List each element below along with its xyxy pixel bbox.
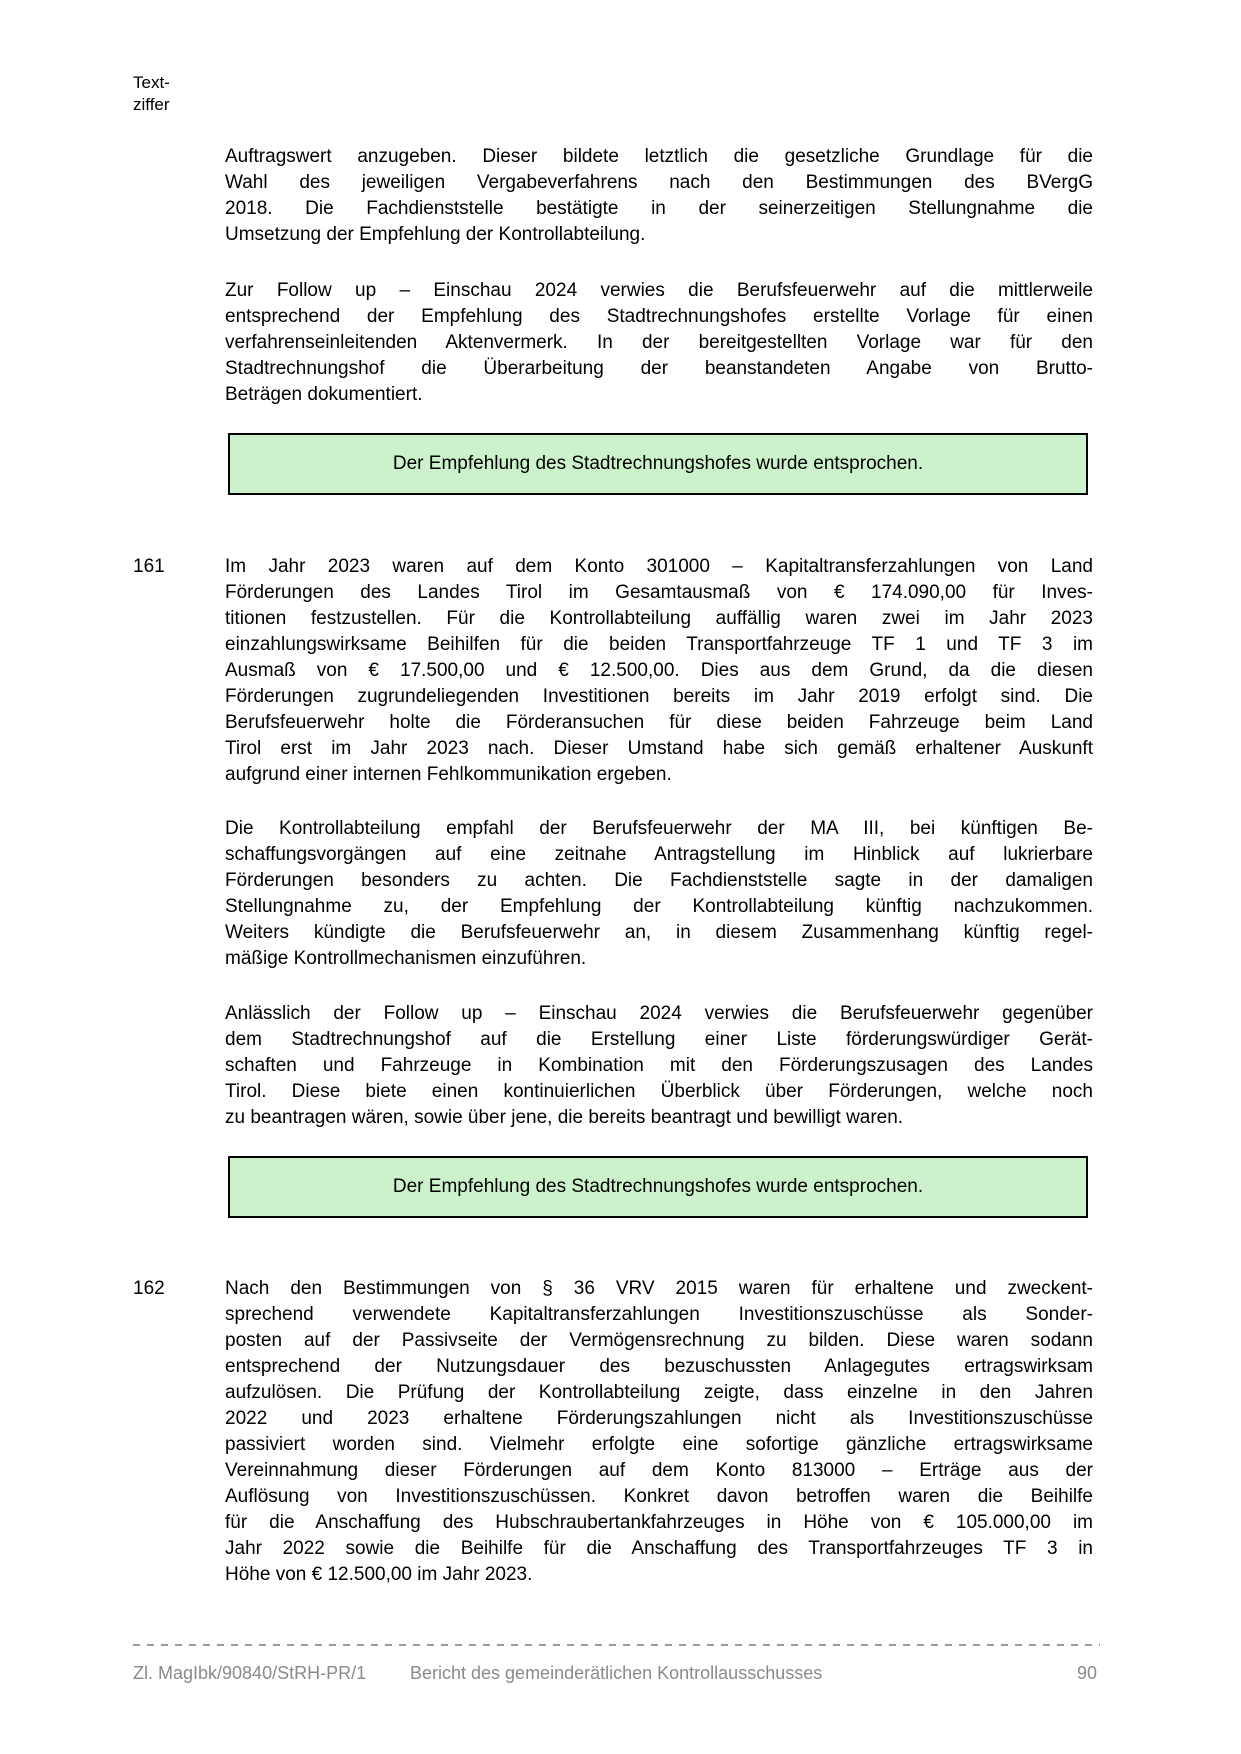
recommendation-box-1 — [228, 433, 1088, 495]
page-footer — [133, 1661, 1097, 1685]
recommendation-box-1-text: Der Empfehlung des Stadtrechnungshofes wurde entsprochen. — [392, 453, 924, 474]
paragraph-tz161-empfehlung: Die Kontrollabteilung empfahl der Berufsfeuerwehr der MA III, bei künftigen Be- schaffungsvorgängen auf eine zeitnahe Antragstellung im Hinblick auf lukrierbare Förderungen besonders zu achten. Die Fachdienststelle sagte in der damaligen Stellungnahme zu, der Empfehlung der Kontrollabteilung künftig nachzukommen. Weiters kündigte die Berufsfeuerwehr an, in diesem Zusammenhang künftig regel- mäßige Kontrollmechanismen einzuführen. — [225, 818, 1093, 969]
footer-reference-number: Zl. MagIbk/90840/StRH-PR/1 — [133, 1663, 367, 1683]
margin-column-header — [133, 72, 170, 116]
paragraph-follow-up-vorlage: Zur Follow up – Einschau 2024 verwies die Berufsfeuerwehr auf die mittlerweile entsprechend der Empfehlung des Stadtrechnungshofes erstellte Vorlage für einen verfahrenseinleitenden Aktenvermerk. In der bereitgestellten Vorlage war für den Stadtrechnungshof die Überarbeitung der beanstandeten Angabe von Brutto- Beträgen dokumentiert. — [225, 280, 1093, 405]
paragraph-tz161-follow-up: Anlässlich der Follow up – Einschau 2024 verwies die Berufsfeuerwehr gegenüber dem Stadtrechnungshof auf die Erstellung einer Liste förderungswürdiger Gerät- schaften und Fahrzeuge in Kombination mit den Förderungszusagen des Landes Tirol. Diese biete einen kontinuierlichen Überblick über Förderungen, welche noch zu beantragen wären, sowie über jene, die bereits beantragt und bewilligt waren. — [225, 1003, 1093, 1128]
paragraph-contract-value: Auftragswert anzugeben. Dieser bildete letztlich die gesetzliche Grundlage für die Wahl des jeweiligen Vergabeverfahrens nach den Bestimmungen des BVergG 2018. Die Fachdienststelle bestätigte in der seinerzeitigen Stellungnahme die Umsetzung der Empfehlung der Kontrollabteilung. — [225, 146, 1093, 245]
paragraph-tz162: Nach den Bestimmungen von § 36 VRV 2015 waren für erhaltene und zweckent- sprechend verwendete Kapitaltransferzahlungen Investitionszuschüsse als Sonder- posten auf der Passivseite der Vermögensrechnung zu bilden. Diese waren sodann entsprechend der Nutzungsdauer des bezuschussten Anlagegutes ertragswirksam aufzulösen. Die Prüfung der Kontrollabteilung zeigte, dass einzelne in den Jahren 2022 und 2023 erhaltene Förderungszahlungen nicht als Investitionszuschüsse passiviert worden sind. Vielmehr erfolgte eine sofortige gänzliche ertragswirksame Vereinnahmung dieser Förderungen auf dem Konto 813000 – Erträge aus der Auflösung von Investitionszuschüssen. Konkret davon betroffen waren die Beihilfe für die Anschaffung des Hubschraubertankfahrzeuges in Höhe von € 105.000,00 im Jahr 2022 sowie die Beihilfe für die Anschaffung des Transportfahrzeuges TF 3 in Höhe von € 12.500,00 im Jahr 2023. — [225, 1278, 1093, 1585]
textziffer-marker-162: 162 — [133, 1278, 165, 1299]
margin-column-header-line2: ziffer — [133, 95, 170, 114]
recommendation-box-2-text: Der Empfehlung des Stadtrechnungshofes wurde entsprochen. — [392, 1176, 924, 1197]
footer-report-title: Bericht des gemeinderätlichen Kontrollausschusses — [410, 1663, 823, 1683]
footer-page-number: 90 — [1076, 1663, 1097, 1683]
footer-divider — [133, 1644, 1100, 1646]
textziffer-marker-161: 161 — [133, 556, 165, 577]
margin-column-header-line1: Text- — [133, 73, 170, 92]
recommendation-box-2 — [228, 1156, 1088, 1218]
paragraph-tz161: Im Jahr 2023 waren auf dem Konto 301000 – Kapitaltransferzahlungen von Land Förderungen des Landes Tirol im Gesamtausmaß von € 174.090,00 für Inves- titionen festzustellen. Für die Kontrollabteilung auffällig waren zwei im Jahr 2023 einzahlungswirksame Beihilfen für die beiden Transportfahrzeuge TF 1 und TF 3 im Ausmaß von € 17.500,00 und € 12.500,00. Dies aus dem Grund, da die diesen Förderungen zugrundeliegenden Investitionen bereits im Jahr 2019 erfolgt sind. Die Berufsfeuerwehr holte die Förderansuchen für diese beiden Fahrzeuge beim Land Tirol erst im Jahr 2023 nach. Dieser Umstand habe sich gemäß erhaltener Auskunft aufgrund einer internen Fehlkommunikation ergeben. — [225, 556, 1093, 785]
